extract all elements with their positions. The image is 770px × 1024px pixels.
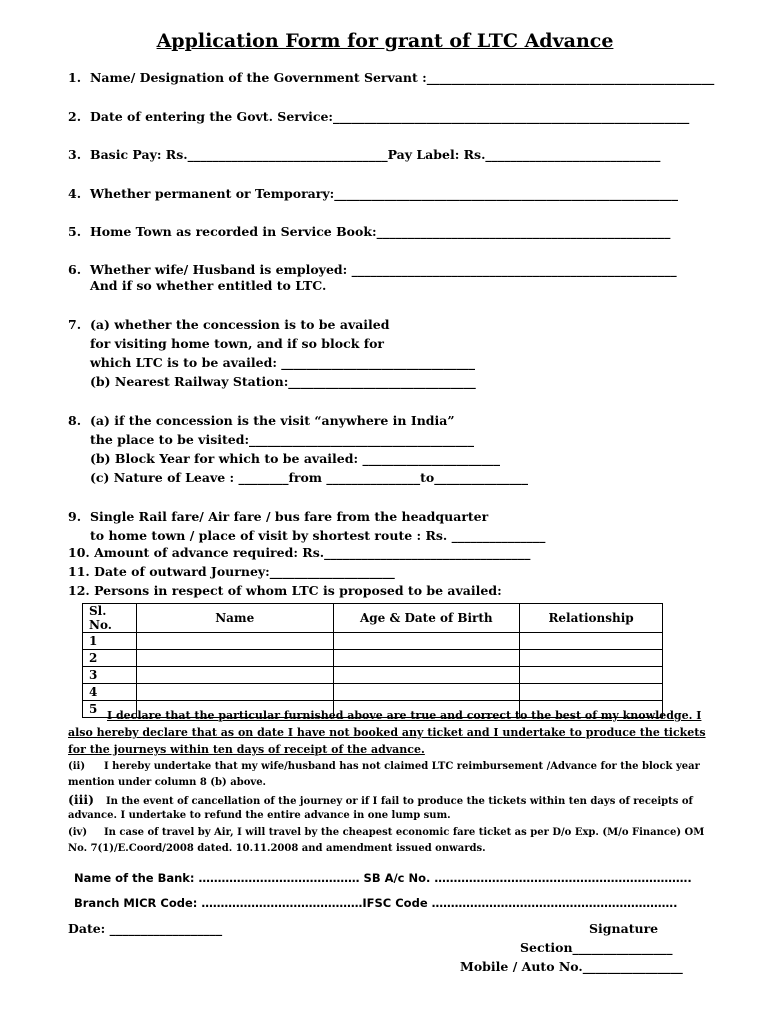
item-1 — [68, 70, 714, 86]
form-title: Application Form for grant of LTC Advance — [156, 30, 614, 52]
item-number: 5. — [68, 224, 82, 239]
declaration-line-2: also hereby declare that as on date I have not booked any ticket and I undertake to produce the tickets — [68, 726, 706, 739]
item-5 — [68, 224, 670, 240]
item-number: 8. — [68, 413, 82, 428]
declaration-line-1: I declare that the particular furnished above are true and correct to the best of my knowledge. I — [107, 709, 702, 722]
item-number: 7. — [68, 317, 82, 332]
item-text: Date of entering the Govt. Service:_________________________________________________________ — [90, 109, 690, 124]
item-number: 1. — [68, 70, 82, 85]
table-row — [83, 667, 663, 684]
header-sl-no: Sl. No. — [83, 604, 137, 633]
signature-label: Signature — [589, 921, 659, 936]
date-field: Date: __________________ — [68, 921, 223, 936]
declaration-line-3: for the journeys within ten days of receipt of the advance. — [68, 743, 425, 756]
item-11 — [68, 564, 395, 580]
item-line: (b) Block Year for which to be availed: ______________________ — [90, 451, 500, 466]
clause-ii — [68, 759, 700, 775]
section-field: Section________________ — [520, 940, 673, 955]
row-sl-no: 5 — [83, 701, 137, 718]
item-line: which LTC is to be availed: _______________________________ — [90, 355, 476, 370]
name-cell[interactable] — [136, 650, 333, 667]
clause-iv-continued: No. 7(1)/E.Coord/2008 dated. 10.11.2008 and amendment issued onwards. — [68, 843, 486, 854]
item-text: Home Town as recorded in Service Book:_______________________________________________ — [90, 224, 671, 239]
item-text: Amount of advance required: Rs._________________________________ — [94, 545, 531, 560]
item-line: (a) whether the concession is to be availed — [90, 317, 390, 332]
item-number: 3. — [68, 147, 82, 162]
item-number: 2. — [68, 109, 82, 124]
item-line: Single Rail fare/ Air fare / bus fare from the headquarter — [90, 509, 489, 524]
age-dob-cell[interactable] — [333, 667, 520, 684]
age-dob-cell[interactable] — [333, 633, 520, 650]
item-number: 6. — [68, 262, 82, 277]
item-line: (b) Nearest Railway Station:______________________________ — [90, 374, 476, 389]
name-cell[interactable] — [136, 684, 333, 701]
item-line: the place to be visited:____________________________________ — [90, 432, 475, 447]
row-sl-no: 3 — [83, 667, 137, 684]
item-8 — [68, 411, 528, 487]
clause-iv — [68, 825, 704, 841]
item-4 — [68, 186, 678, 202]
clause-label: (ii) — [68, 761, 86, 772]
item-text: Whether permanent or Temporary:_______________________________________________________ — [90, 186, 678, 201]
relationship-cell[interactable] — [520, 667, 663, 684]
age-dob-cell[interactable] — [333, 684, 520, 701]
item-text: Name/ Designation of the Government Servant :______________________________________________ — [90, 70, 715, 85]
clause-text: I hereby undertake that my wife/husband has not claimed LTC reimbursement /Advance for the block year — [104, 761, 700, 772]
name-cell[interactable] — [136, 633, 333, 650]
item-line: to home town / place of visit by shortest route : Rs. _______________ — [90, 528, 546, 543]
item-text: Persons in respect of whom LTC is proposed to be availed: — [94, 583, 502, 598]
relationship-cell[interactable] — [520, 650, 663, 667]
relationship-cell[interactable] — [520, 684, 663, 701]
header-age-dob: Age & Date of Birth — [333, 604, 520, 633]
clause-text: In case of travel by Air, I will travel by the cheapest economic fare ticket as per D/o Exp. (M/o Finance) OM — [104, 827, 705, 838]
bank-name-account-line: Name of the Bank: …………………………………… SB A/c No. …………………………………………………………. — [74, 871, 692, 885]
item-text: Basic Pay: Rs.________________________________Pay Label: Rs.____________________________ — [90, 147, 661, 162]
item-number: 12. — [68, 583, 90, 598]
header-name: Name — [136, 604, 333, 633]
table-header-row — [83, 604, 663, 633]
persons-table — [82, 603, 663, 718]
mobile-field: Mobile / Auto No.________________ — [460, 959, 683, 974]
relationship-cell[interactable] — [520, 633, 663, 650]
item-number: 11. — [68, 564, 90, 579]
table-row — [83, 633, 663, 650]
header-relationship: Relationship — [520, 604, 663, 633]
item-text-continued: And if so whether entitled to LTC. — [90, 278, 327, 293]
clause-label: (iv) — [68, 827, 88, 838]
item-number: 4. — [68, 186, 82, 201]
clause-text: In the event of cancellation of the journey or if I fail to produce the tickets within ten days of receipts of — [106, 796, 693, 807]
age-dob-cell[interactable] — [333, 650, 520, 667]
bank-micr-ifsc-line: Branch MICR Code: ……………………………………IFSC Code ………………………………………………………. — [74, 896, 678, 910]
clause-label: (iii) — [68, 792, 95, 807]
row-sl-no: 2 — [83, 650, 137, 667]
name-cell[interactable] — [136, 667, 333, 684]
row-sl-no: 4 — [83, 684, 137, 701]
item-line: for visiting home town, and if so block for — [90, 336, 385, 351]
clause-iii-continued: advance. I undertake to refund the entire advance in one lump sum. — [68, 810, 451, 821]
clause-ii-continued: mention under column 8 (b) above. — [68, 777, 267, 788]
item-12 — [68, 583, 502, 599]
item-7 — [68, 315, 476, 391]
row-sl-no: 1 — [83, 633, 137, 650]
item-number: 9. — [68, 509, 82, 524]
item-9 — [68, 507, 545, 545]
item-2 — [68, 109, 689, 125]
item-text: Whether wife/ Husband is employed: ____________________________________________________ — [90, 262, 677, 277]
item-line: (a) if the concession is the visit “anywhere in India” — [90, 413, 455, 428]
item-10 — [68, 545, 530, 561]
item-6 — [68, 262, 677, 294]
item-number: 10. — [68, 545, 90, 560]
table-row — [83, 650, 663, 667]
item-line: (c) Nature of Leave : ________from _______________to_______________ — [90, 470, 529, 485]
item-3 — [68, 147, 660, 163]
item-text: Date of outward Journey:____________________ — [94, 564, 395, 579]
table-row — [83, 684, 663, 701]
